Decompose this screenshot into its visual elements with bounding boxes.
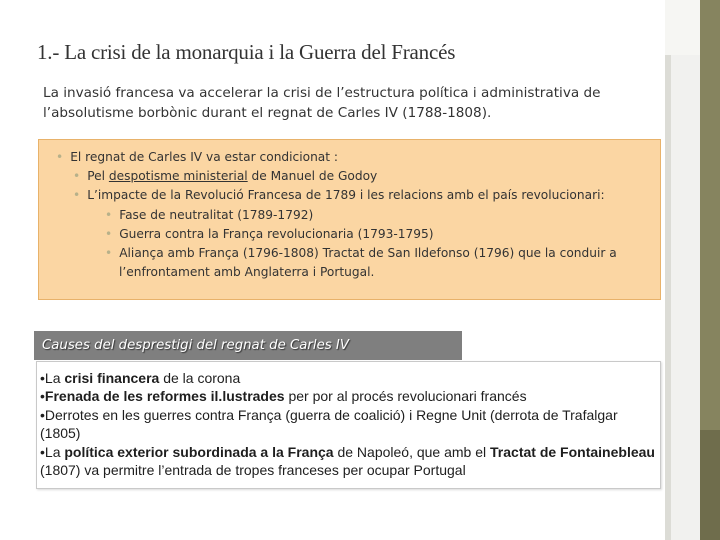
- list-item-continuation: l’enfrontament amb Anglaterra i Portugal.: [119, 265, 375, 280]
- list-item-text: El regnat de Carles IV va estar condicionat :: [70, 150, 339, 164]
- list-item-text: per por al procés revolucionari francés: [284, 388, 527, 405]
- list-item-text: L’impacte de la Revolució Francesa de 1789 i les relacions amb el país revolucionari:: [87, 188, 605, 203]
- bullet-icon: •: [105, 226, 113, 241]
- list-item: [56, 186, 661, 205]
- accent-dark-olive-bar: [700, 430, 720, 540]
- list-item-text: •La: [40, 443, 65, 460]
- list-item: [56, 244, 661, 263]
- bold-term: crisi financera: [64, 370, 160, 386]
- list-item-text: •La: [40, 370, 65, 386]
- list-item: [40, 369, 658, 387]
- slide-title: 1.- La crisi de la monarquia i la Guerra del Francés: [37, 40, 456, 64]
- list-item: [56, 167, 661, 186]
- list-item-text: de la corona: [159, 370, 241, 386]
- list-item-text: de Napoleó, que amb el: [333, 443, 491, 460]
- bullet-icon: •: [73, 188, 81, 203]
- list-item-text: •: [40, 388, 45, 405]
- list-item: [56, 148, 661, 167]
- bullet-icon: •: [105, 246, 113, 261]
- bullet-icon: •: [105, 207, 113, 222]
- list-item: [56, 206, 661, 225]
- list-item-text: Fase de neutralitat (1789-1792): [119, 207, 314, 222]
- underlined-term: despotisme ministerial: [108, 169, 248, 184]
- bold-term: Frenada de les reformes il.lustrades: [44, 388, 285, 405]
- causes-header: [34, 331, 462, 360]
- bullet-icon: •: [56, 150, 64, 164]
- intro-paragraph: La invasió francesa va accelerar la crisi de l’estructura política i administrativa de l’absolutisme borbònic durant el regnat de Carles IV (1788-1808).: [43, 85, 601, 121]
- causes-title: Causes del desprestigi del regnat de Carles IV: [42, 338, 349, 353]
- list-item-text: Pel: [87, 169, 109, 184]
- causes-box: [36, 361, 661, 489]
- list-item: •Derrotes en les guerres contra França (guerra de coalició) i Regne Unit (derrota de Trafalgar (1805): [40, 406, 618, 442]
- bold-term: política exterior subordinada a la França: [64, 443, 334, 460]
- list-item-text: de Manuel de Godoy: [247, 169, 378, 184]
- right-bar-stripe: [665, 0, 671, 540]
- bold-term: Tractat de Fontainebleau: [490, 443, 655, 460]
- list-item-text: Aliança amb França (1796-1808) Tractat de San Ildefonso (1796) que la conduir a: [119, 246, 617, 261]
- list-item-text: Guerra contra la França revolucionaria (1793-1795): [119, 226, 434, 241]
- list-item: [40, 387, 658, 405]
- list-item: [56, 225, 661, 244]
- reign-conditions-box: [38, 139, 661, 300]
- list-item-text: (1807) va permitre l’entrada de tropes franceses per ocupar Portugal: [40, 462, 466, 479]
- list-item: [40, 443, 658, 480]
- bullet-icon: •: [73, 169, 81, 184]
